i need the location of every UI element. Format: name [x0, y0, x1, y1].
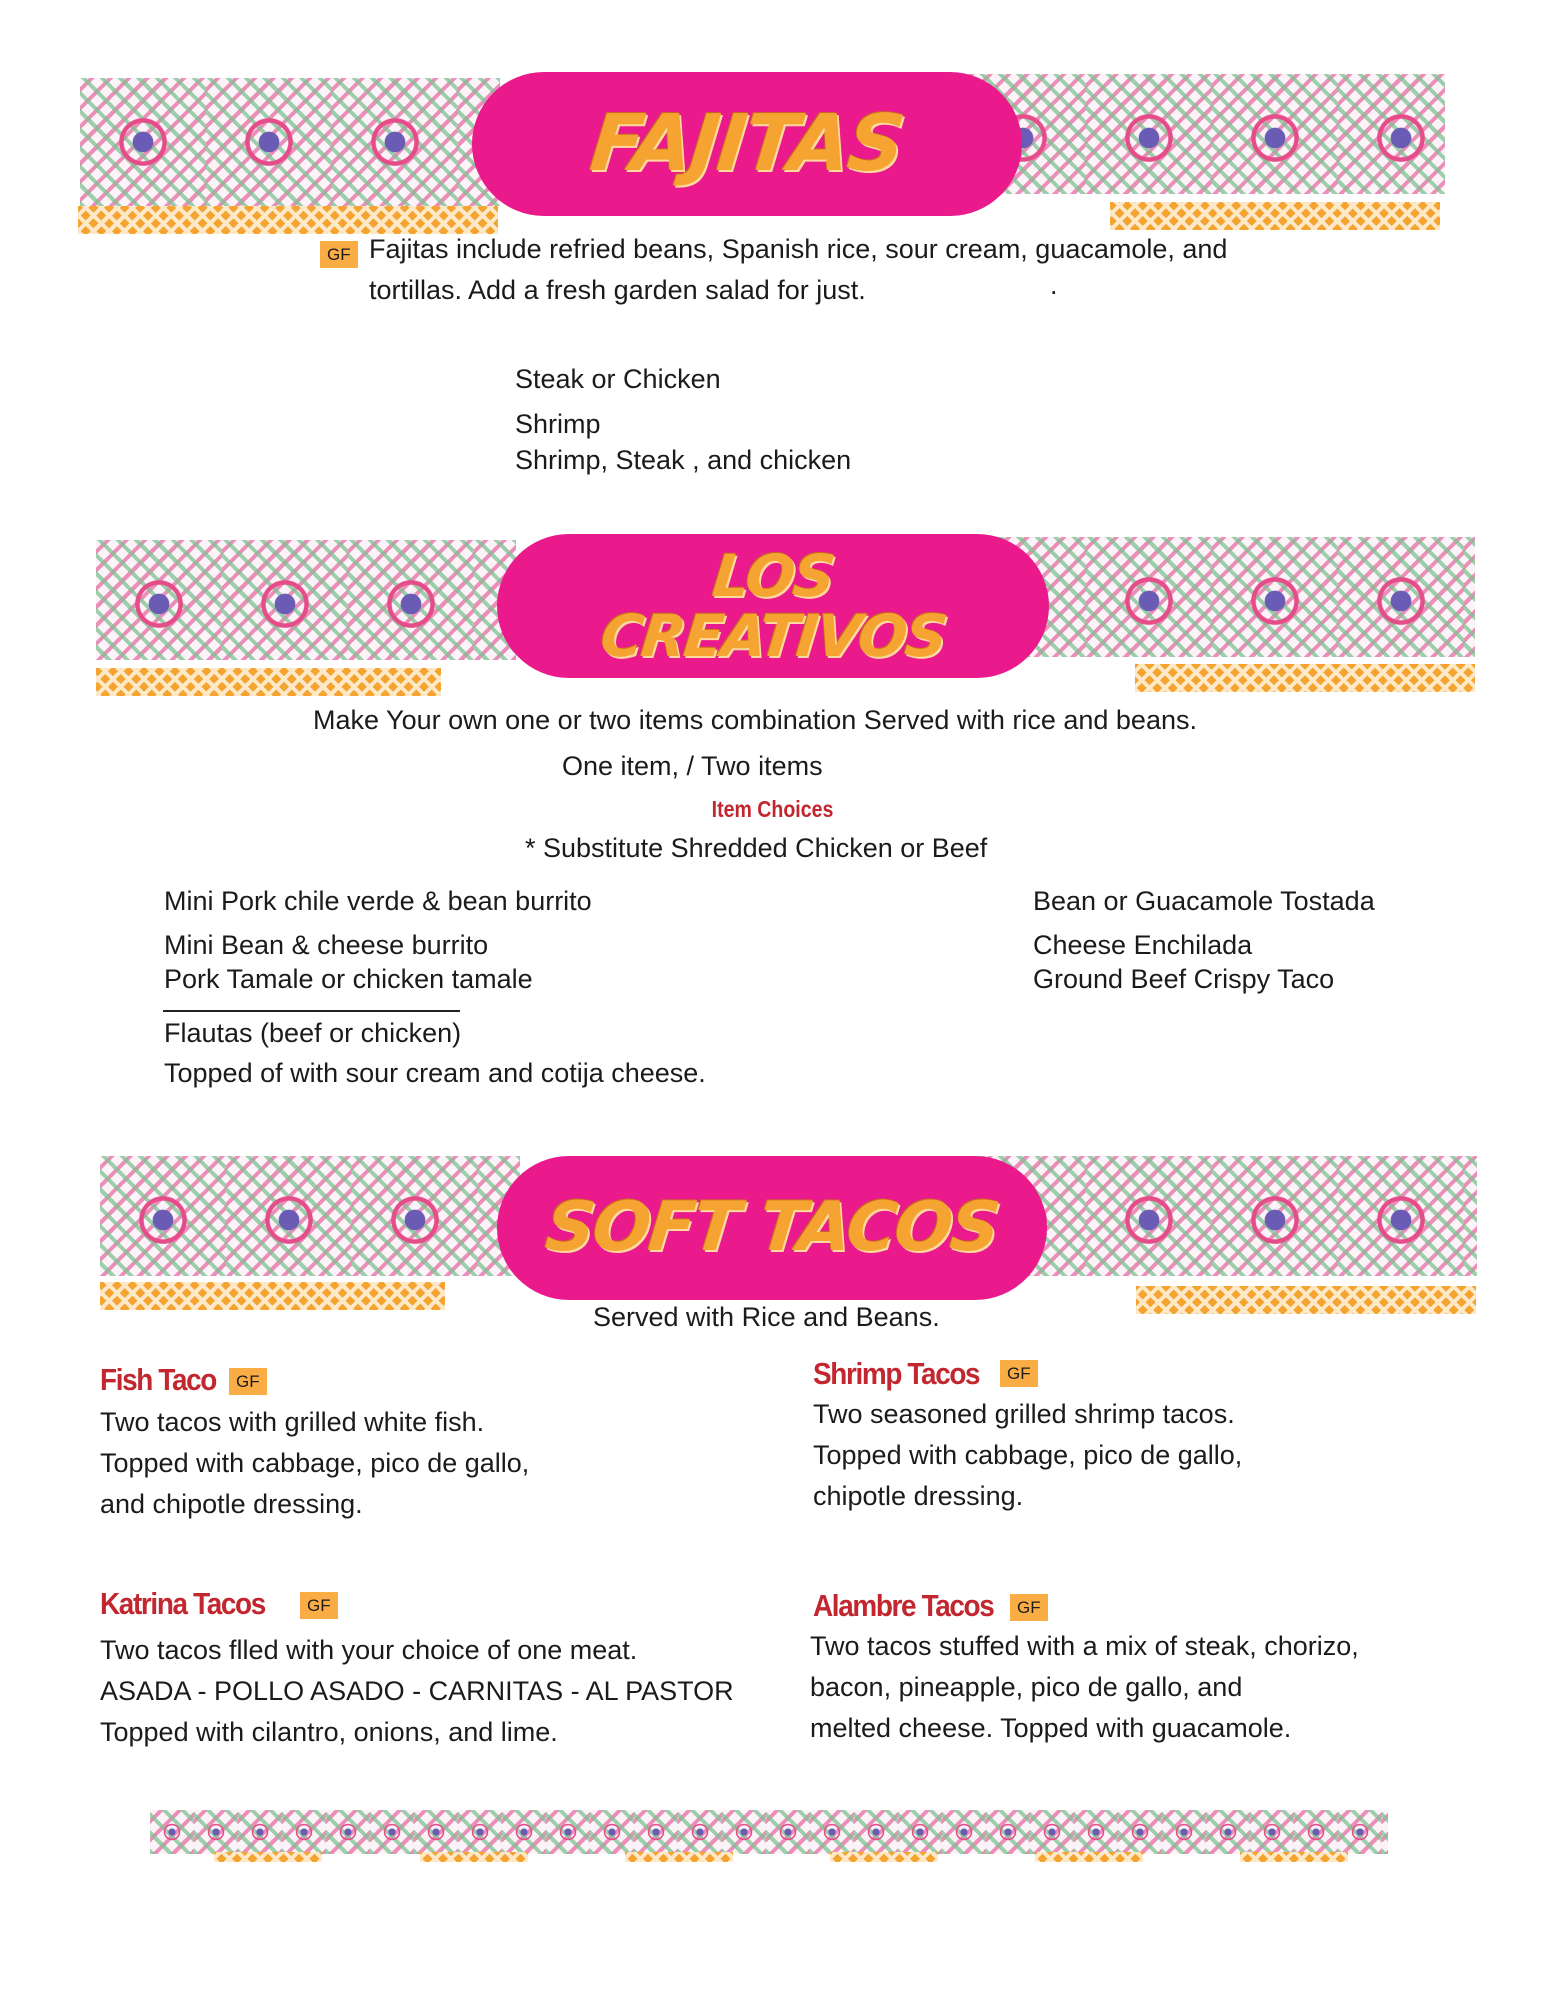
right-item-crispy-taco: Ground Beef Crispy Taco: [1033, 964, 1335, 994]
fajitas-option-steak-chicken: Steak or Chicken: [515, 364, 721, 394]
los-creativos-title-line2: CREATIVOS: [597, 602, 949, 670]
fish-taco-desc-1: Two tacos with grilled white fish.: [100, 1407, 485, 1437]
item-choices-heading: Item Choices: [711, 796, 834, 822]
gf-badge: GF: [300, 1592, 338, 1619]
dish-name-fish-taco: Fish Taco: [100, 1362, 217, 1397]
alambre-tacos-desc-3: melted cheese. Topped with guacamole.: [810, 1713, 1292, 1743]
decorative-stripe-footer-5: [1035, 1852, 1143, 1862]
katrina-tacos-desc-2: ASADA - POLLO ASADO - CARNITAS - AL PASTOR: [100, 1676, 734, 1706]
fajitas-title: FAJITAS: [586, 99, 908, 189]
fajitas-option-combo: Shrimp, Steak , and chicken: [515, 445, 852, 475]
shrimp-tacos-desc-2: Topped with cabbage, pico de gallo,: [813, 1440, 1243, 1470]
fajitas-dot: .: [1050, 270, 1058, 300]
gf-badge: GF: [229, 1368, 267, 1395]
left-item-chile-verde: Mini Pork chile verde & bean burrito: [164, 886, 592, 916]
decorative-stripe-footer-4: [830, 1852, 938, 1862]
flautas: Flautas (beef or chicken): [164, 1018, 462, 1048]
decorative-stripe-footer-3: [625, 1852, 733, 1862]
fajitas-description-line2: tortillas. Add a fresh garden salad for just.: [369, 275, 866, 305]
alambre-tacos-desc-2: bacon, pineapple, pico de gallo, and: [810, 1672, 1243, 1702]
los-creativos-sizes: One item, / Two items: [562, 751, 823, 781]
dish-name-katrina-tacos: Katrina Tacos: [100, 1586, 265, 1621]
gf-badge: GF: [1000, 1360, 1038, 1387]
alambre-tacos-desc-1: Two tacos stuffed with a mix of steak, chorizo,: [810, 1631, 1359, 1661]
los-creativos-intro: Make Your own one or two items combination Served with rice and beans.: [313, 705, 1197, 735]
los-creativos-title-line1: LOS: [709, 542, 837, 610]
fajitas-option-shrimp: Shrimp: [515, 409, 601, 439]
fajitas-description-line1: Fajitas include refried beans, Spanish rice, sour cream, guacamole, and: [369, 234, 1228, 264]
fish-taco-desc-2: Topped with cabbage, pico de gallo,: [100, 1448, 530, 1478]
dish-name-alambre-tacos: Alambre Tacos: [813, 1588, 994, 1623]
right-item-tostada: Bean or Guacamole Tostada: [1033, 886, 1375, 916]
decorative-stripe-footer-1: [214, 1852, 322, 1862]
dish-name-shrimp-tacos: Shrimp Tacos: [813, 1356, 980, 1391]
left-item-tamale: Pork Tamale or chicken tamale: [164, 964, 533, 994]
gf-badge: GF: [1010, 1594, 1048, 1621]
decorative-tile-footer: [150, 1810, 1388, 1854]
shrimp-tacos-desc-3: chipotle dressing.: [813, 1481, 1024, 1511]
left-item-bean-cheese: Mini Bean & cheese burrito: [164, 930, 489, 960]
decorative-stripe-footer-6: [1240, 1852, 1348, 1862]
substitute-note: * Substitute Shredded Chicken or Beef: [525, 833, 988, 863]
katrina-tacos-desc-1: Two tacos flled with your choice of one meat.: [100, 1635, 638, 1665]
gf-badge: GF: [320, 241, 358, 268]
right-item-enchilada: Cheese Enchilada: [1033, 930, 1253, 960]
decorative-stripe-footer-2: [420, 1852, 528, 1862]
soft-tacos-intro: Served with Rice and Beans.: [593, 1302, 940, 1332]
shrimp-tacos-desc-1: Two seasoned grilled shrimp tacos.: [813, 1399, 1235, 1429]
soft-tacos-title: SOFT TACOS: [542, 1188, 1003, 1267]
katrina-tacos-desc-3: Topped with cilantro, onions, and lime.: [100, 1717, 558, 1747]
flautas-note: Topped of with sour cream and cotija cheese.: [164, 1058, 706, 1088]
fish-taco-desc-3: and chipotle dressing.: [100, 1489, 363, 1519]
